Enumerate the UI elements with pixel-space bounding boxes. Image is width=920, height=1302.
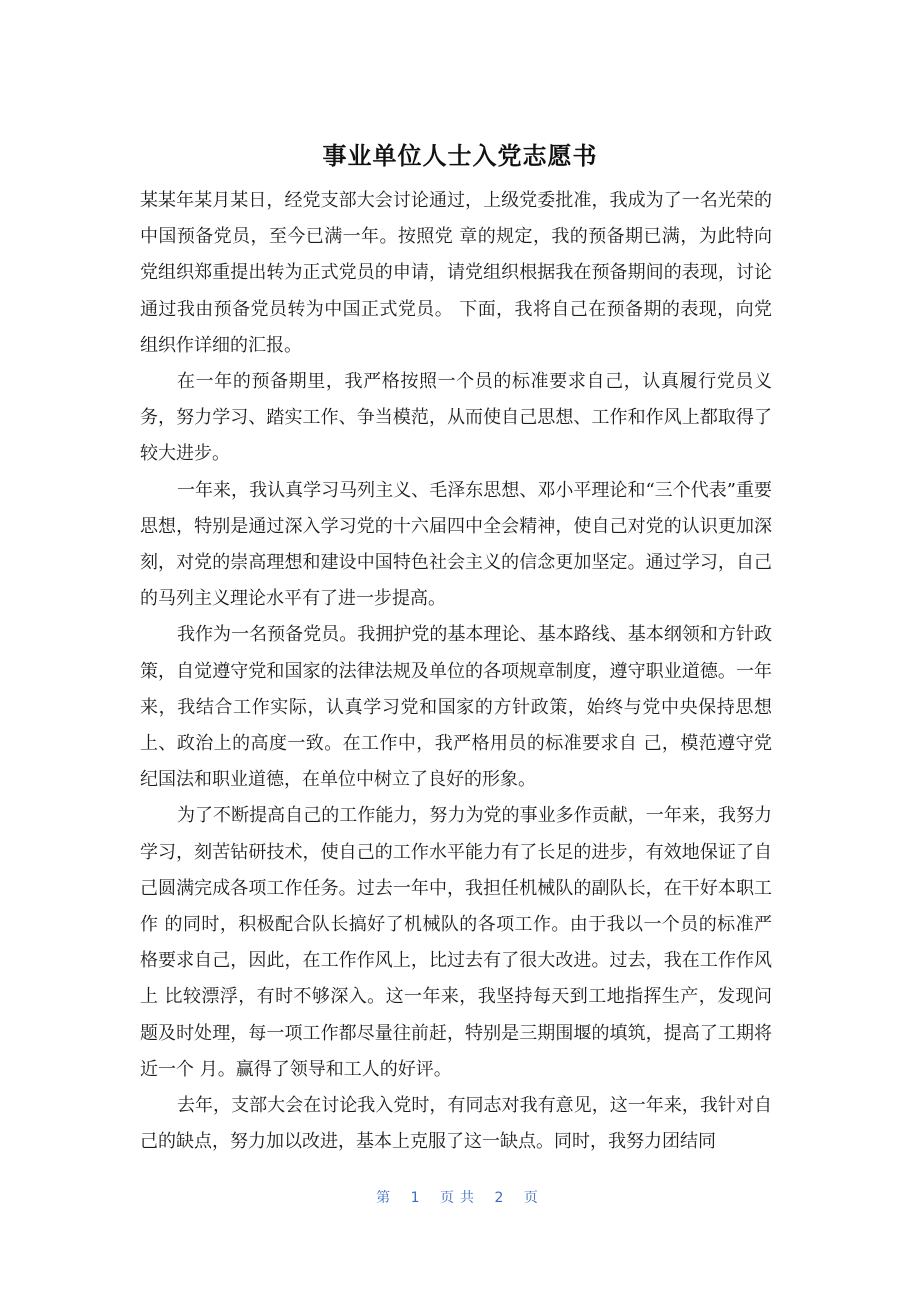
paragraph-2: 在一年的预备期里，我严格按照一个员的标准要求自己，认真履行党员义务，努力学习、踏实工作、争当模范，从而使自己思想、工作和作风上都取得了较大进步。 xyxy=(140,371,772,465)
paragraph-1: 某某年某月某日，经党支部大会讨论通过，上级党委批准，我成为了一名光荣的中国预备党员，至今已满一年。按照党 章的规定，我的预备期已满，为此特向党组织郑重提出转为正式党员的申请，请党组织根据我在预备期间的表现，讨论通过我由预备党员转为中国正式党员。 下面，我将自己在预备期的表现，向党组织作详细的汇报。 xyxy=(140,190,772,356)
paragraph-3: 一年来，我认真学习马列主义、毛泽东思想、邓小平理论和“三个代表”重要思想，特别是通过深入学习党的十六届四中全会精神，使自己对党的认识更加深刻，对党的崇高理想和建设中国特色社会主义的信念更加坚定。通过学习，自己的马列主义理论水平有了进一步提高。 xyxy=(140,479,772,610)
page-footer xyxy=(0,1186,920,1210)
document-body xyxy=(140,183,772,1160)
document-title: 事业单位人士入党志愿书 xyxy=(322,142,598,170)
footer-prefix: 第 xyxy=(376,1190,397,1206)
footer-mid: 页共 xyxy=(440,1190,480,1206)
paragraph-5: 为了不断提高自己的工作能力，努力为党的事业多作贡献，一年来，我努力学习，刻苦钻研技术，使自己的工作水平能力有了长足的进步，有效地保证了自己圆满完成各项工作任务。过去一年中，我担任机械队的副队长，在干好本职工作 的同时，积极配合队长搞好了机械队的各项工作。由于我以一个员的标准严格要求自己，因此，在工作作风上，比过去有了很大改进。过去，我在工作作风上 比较漂浮，有时不够深入。这一年来，我坚持每天到工地指挥生产，发现问题及时处理，每一项工作都尽量往前赶，特别是三期围堰的填筑，提高了工期将近一个 月。赢得了领导和工人的好评。 xyxy=(140,805,772,1080)
paragraph-6: 去年，支部大会在讨论我入党时，有同志对我有意见，这一年来，我针对自己的缺点，努力加以改进，基本上克服了这一缺点。同时，我努力团结同 xyxy=(140,1095,772,1153)
footer-current-page: 1 xyxy=(410,1190,426,1206)
footer-total-pages: 2 xyxy=(494,1190,510,1206)
footer-suffix: 页 xyxy=(523,1190,544,1206)
paragraph-4: 我作为一名预备党员。我拥护党的基本理论、基本路线、基本纲领和方针政策，自觉遵守党和国家的法律法规及单位的各项规章制度，遵守职业道德。一年来，我结合工作实际，认真学习党和国家的方针政策，始终与党中央保持思想上、政治上的高度一致。在工作中，我严格用员的标准要求自 己，模范遵守党纪国法和职业道德，在单位中树立了良好的形象。 xyxy=(140,624,772,791)
